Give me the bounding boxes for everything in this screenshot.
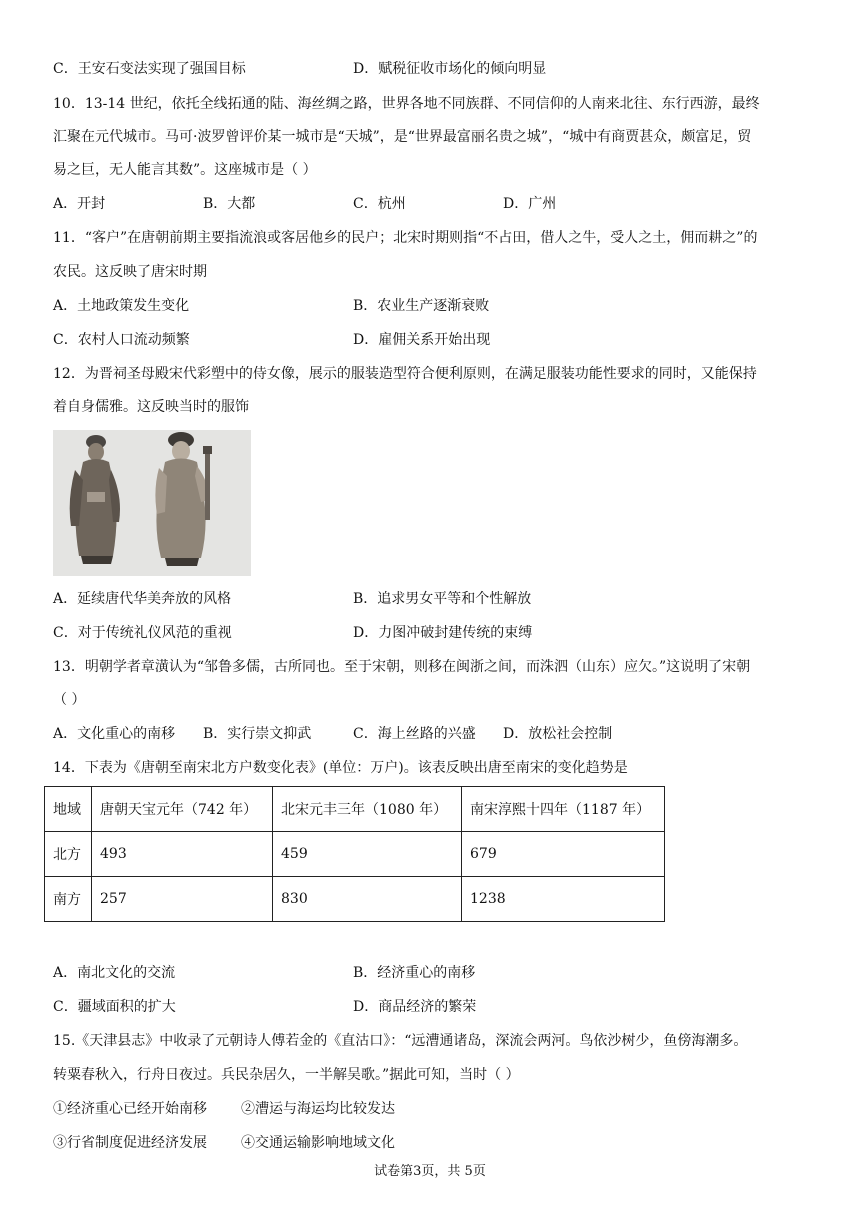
- q12-stem-line1: 12．为晋祠圣母殿宋代彩塑中的侍女像，展示的服装造型符合便利原则，在满足服装功能性要求的同时，又能保持: [53, 366, 757, 382]
- table-cell: 679: [462, 832, 665, 877]
- table-cell: 459: [273, 832, 462, 877]
- q9-option-c: C．王安石变法实现了强国目标: [53, 61, 246, 77]
- q13-stem-line1: 13．明朝学者章潢认为“邹鲁多儒，古所同也。至于宋朝，则移在闽浙之间，而洙泗（山东）应欠。”这说明了宋朝: [53, 659, 751, 675]
- q15-statement-1: ①经济重心已经开始南移: [53, 1101, 207, 1117]
- q13-option-a: A．文化重心的南移: [53, 726, 176, 742]
- table-cell: 493: [92, 832, 273, 877]
- q10-option-a: A．开封: [53, 196, 106, 212]
- table-header-cell: 唐朝天宝元年（742 年）: [92, 787, 273, 832]
- q10-stem-line1: 10．13-14 世纪，依托全线拓通的陆、海丝绸之路，世界各地不同族群、不同信仰的人南来北往、东行西游，最终: [53, 96, 760, 112]
- q14-option-d: D．商品经济的繁荣: [353, 999, 477, 1015]
- q12-option-a: A．延续唐代华美奔放的风格: [53, 591, 232, 607]
- households-table: [44, 786, 665, 922]
- q10-stem-line2: 汇聚在元代城市。马可·波罗曾评价某一城市是“天城”，是“世界最富丽名贵之城”，“城中有商贾甚众，颇富足，贸: [53, 129, 752, 145]
- q11-option-a: A．土地政策发生变化: [53, 298, 190, 314]
- q15-statement-2: ②漕运与海运均比较发达: [241, 1101, 395, 1117]
- q13-stem-line2: （ ）: [53, 692, 86, 708]
- statues-illustration: [53, 430, 251, 576]
- table-cell: 北方: [45, 832, 92, 877]
- q12-option-c: C．对于传统礼仪风范的重视: [53, 625, 232, 641]
- q13-option-d: D．放松社会控制: [503, 726, 613, 742]
- q14-option-a: A．南北文化的交流: [53, 965, 176, 981]
- table-header-cell: 地域: [45, 787, 92, 832]
- table-header-cell: 南宋淳熙十四年（1187 年）: [462, 787, 665, 832]
- q11-option-d: D．雇佣关系开始出现: [353, 332, 491, 348]
- q10-option-c: C．杭州: [353, 196, 406, 212]
- q15-statement-3: ③行省制度促进经济发展: [53, 1135, 207, 1151]
- q15-stem-line2: 转粟春秋入，行舟日夜过。兵民杂居久，一半解吴歌。”据此可知，当时（ ）: [53, 1067, 520, 1083]
- q11-option-b: B．农业生产逐渐衰败: [353, 298, 490, 314]
- table-cell: 830: [273, 877, 462, 922]
- q14-stem: 14．下表为《唐朝至南宋北方户数变化表》(单位：万户)。该表反映出唐至南宋的变化趋势是: [53, 760, 628, 776]
- table-header-cell: 北宋元丰三年（1080 年）: [273, 787, 462, 832]
- table-cell: 南方: [45, 877, 92, 922]
- table-cell: 1238: [462, 877, 665, 922]
- q9-option-d: D．赋税征收市场化的倾向明显: [353, 61, 547, 77]
- q13-option-b: B．实行崇文抑武: [203, 726, 312, 742]
- q14-option-b: B．经济重心的南移: [353, 965, 476, 981]
- q10-option-d: D．广州: [503, 196, 557, 212]
- table-row: [45, 877, 665, 922]
- maid-statues-photo: [53, 430, 251, 576]
- q10-option-b: B．大都: [203, 196, 256, 212]
- q11-option-c: C．农村人口流动频繁: [53, 332, 190, 348]
- q10-stem-line3: 易之巨，无人能言其数”。这座城市是（ ）: [53, 162, 317, 178]
- q12-option-d: D．力图冲破封建传统的束缚: [353, 625, 533, 641]
- q12-stem-line2: 着自身儒雅。这反映当时的服饰: [53, 399, 249, 415]
- table-cell: 257: [92, 877, 273, 922]
- q15-stem-line1: 15.《天津县志》中收录了元朝诗人傅若金的《直沽口》：“远漕通诸岛，深流会两河。鸟依沙树少，鱼傍海潮多。: [53, 1033, 748, 1049]
- q15-statement-4: ④交通运输影响地域文化: [241, 1135, 395, 1151]
- page-footer: 试卷第3页，共 5页: [374, 1164, 486, 1179]
- q12-option-b: B．追求男女平等和个性解放: [353, 591, 532, 607]
- q14-option-c: C．疆域面积的扩大: [53, 999, 176, 1015]
- q11-stem-line1: 11．“客户”在唐朝前期主要指流浪或客居他乡的民户；北宋时期则指“不占田，借人之牛，受人之土，佣而耕之”的: [53, 230, 758, 246]
- table-header-row: [45, 787, 665, 832]
- table-row: [45, 832, 665, 877]
- q11-stem-line2: 农民。这反映了唐宋时期: [53, 264, 207, 280]
- q13-option-c: C．海上丝路的兴盛: [353, 726, 476, 742]
